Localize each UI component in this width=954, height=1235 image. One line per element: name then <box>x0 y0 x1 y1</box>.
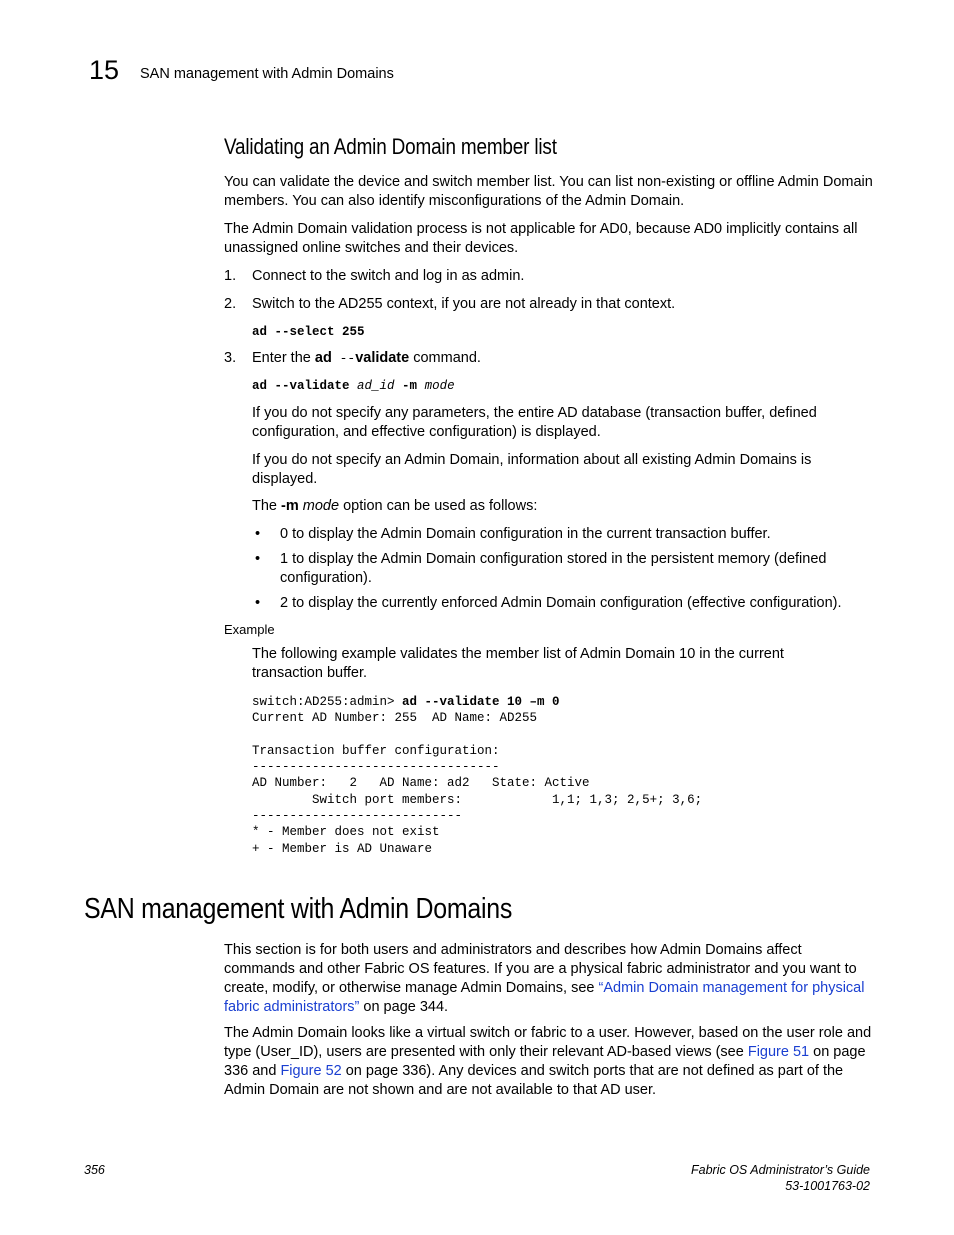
code-prompt: switch:AD255:admin> <box>252 695 403 709</box>
code-line: --------------------------------- <box>252 760 500 775</box>
code-line: Transaction buffer configuration: <box>252 743 500 758</box>
san-p1-post: on page 344. <box>359 999 449 1015</box>
doc-number: 53-1001763-02 <box>785 1179 870 1193</box>
bullet-mark: • <box>255 595 261 611</box>
step-3-cmd-validate: validate <box>355 350 410 366</box>
step-3-post: command. <box>409 350 481 366</box>
step-3-code <box>252 378 455 394</box>
bullet-item-2: 2 to display the currently enforced Admin Domain configuration (effective configuration). <box>280 595 842 611</box>
link-figure-51[interactable]: Figure 51 <box>747 1044 810 1060</box>
code-line <box>252 727 702 743</box>
validate-paragraph-3: If you do not specify any parameters, the entire AD database (transaction buffer, defined configuration, and effective configuration) is displayed. <box>252 405 817 440</box>
validate-paragraph-2: The Admin Domain validation process is not applicable for AD0, because AD0 implicitly contains all unassigned online switches and their devices. <box>224 221 858 256</box>
bullet-mark: • <box>255 551 261 567</box>
step-2-text: Switch to the AD255 context, if you are not already in that context. <box>252 296 676 312</box>
san-p2-c: on page 336). Any devices and switch ports that are not defined as part of the Admin Domain are not shown and are not available to that AD user. <box>224 1063 844 1098</box>
guide-title: Fabric OS Administrator’s Guide <box>691 1163 870 1177</box>
step-3-dash: -- <box>331 351 356 366</box>
step-3-code-flag: -m <box>394 379 425 393</box>
p5-post: option can be used as follows: <box>339 498 538 514</box>
bullet-item-1: 1 to display the Admin Domain configuration stored in the persistent memory (defined configuration). <box>280 551 827 586</box>
example-label: Example <box>224 622 275 637</box>
step-3-code-cmd: ad --validate <box>252 379 358 393</box>
code-line: Switch port members: 1,1; 1,3; 2,5+; 3,6; <box>252 792 703 807</box>
page-number: 356 <box>84 1163 105 1177</box>
san-paragraph-1 <box>224 941 874 1017</box>
san-p2-a: The Admin Domain looks like a virtual switch or fabric to a user. However, based on the user role and type (User_ID), users are presented with only their relevant AD-based views (see <box>224 1025 872 1060</box>
code-command: ad --validate 10 –m 0 <box>402 695 560 709</box>
running-header: SAN management with Admin Domains <box>140 66 394 82</box>
san-p1-pre: This section is for both users and administrators and describes how Admin Domains affect commands and other Fabric OS features. If you are a physical fabric administrator and you want to create, modify, or otherwise manage Admin Domains, see <box>224 942 857 996</box>
step-3-number: 3. <box>224 350 237 366</box>
bullet-item-0: 0 to display the Admin Domain configuration in the current transaction buffer. <box>280 526 771 542</box>
step-3-code-arg-mode: mode <box>424 379 455 393</box>
code-prompt-line <box>252 694 702 710</box>
step-3-code-arg-adid: ad_id <box>357 379 395 393</box>
chapter-number: 15 <box>89 55 120 85</box>
step-2-code: ad --select 255 <box>252 325 365 339</box>
p5-pre: The <box>252 498 282 514</box>
step-2-number: 2. <box>224 296 237 312</box>
step-1-number: 1. <box>224 268 237 284</box>
step-3-text <box>252 349 872 368</box>
step-1-text: Connect to the switch and log in as admin. <box>252 268 525 284</box>
section-heading-san: SAN management with Admin Domains <box>84 893 513 925</box>
validate-paragraph-5 <box>252 497 872 516</box>
code-line: AD Number: 2 AD Name: ad2 State: Active <box>252 776 590 791</box>
section-heading-validate: Validating an Admin Domain member list <box>224 134 557 159</box>
code-line: + - Member is AD Unaware <box>252 841 433 856</box>
san-p2-b: on page 336 and <box>224 1044 866 1079</box>
step-3-pre: Enter the <box>252 350 315 366</box>
code-line: Current AD Number: 255 AD Name: AD255 <box>252 711 538 726</box>
code-line: ---------------------------- <box>252 809 463 824</box>
p5-flag: -m <box>281 498 299 514</box>
validate-paragraph-1: You can validate the device and switch member list. You can list non-existing or offline Admin Domain members. You can also identify misconfigurations of the Admin Domain. <box>224 174 873 209</box>
link-figure-52[interactable]: Figure 52 <box>280 1063 342 1079</box>
validate-paragraph-4: If you do not specify an Admin Domain, information about all existing Admin Domains is displayed. <box>252 452 812 487</box>
bullet-mark: • <box>255 526 261 542</box>
p5-mode: mode <box>298 498 340 514</box>
link-admin-domain-management[interactable]: “Admin Domain management for physical fabric administrators” <box>224 980 865 1015</box>
example-code-block <box>252 694 702 857</box>
example-text: The following example validates the member list of Admin Domain 10 in the current transaction buffer. <box>252 646 784 681</box>
san-paragraph-2 <box>224 1024 874 1100</box>
step-3-cmd-ad: ad <box>314 350 332 366</box>
code-line: * - Member does not exist <box>252 825 440 840</box>
